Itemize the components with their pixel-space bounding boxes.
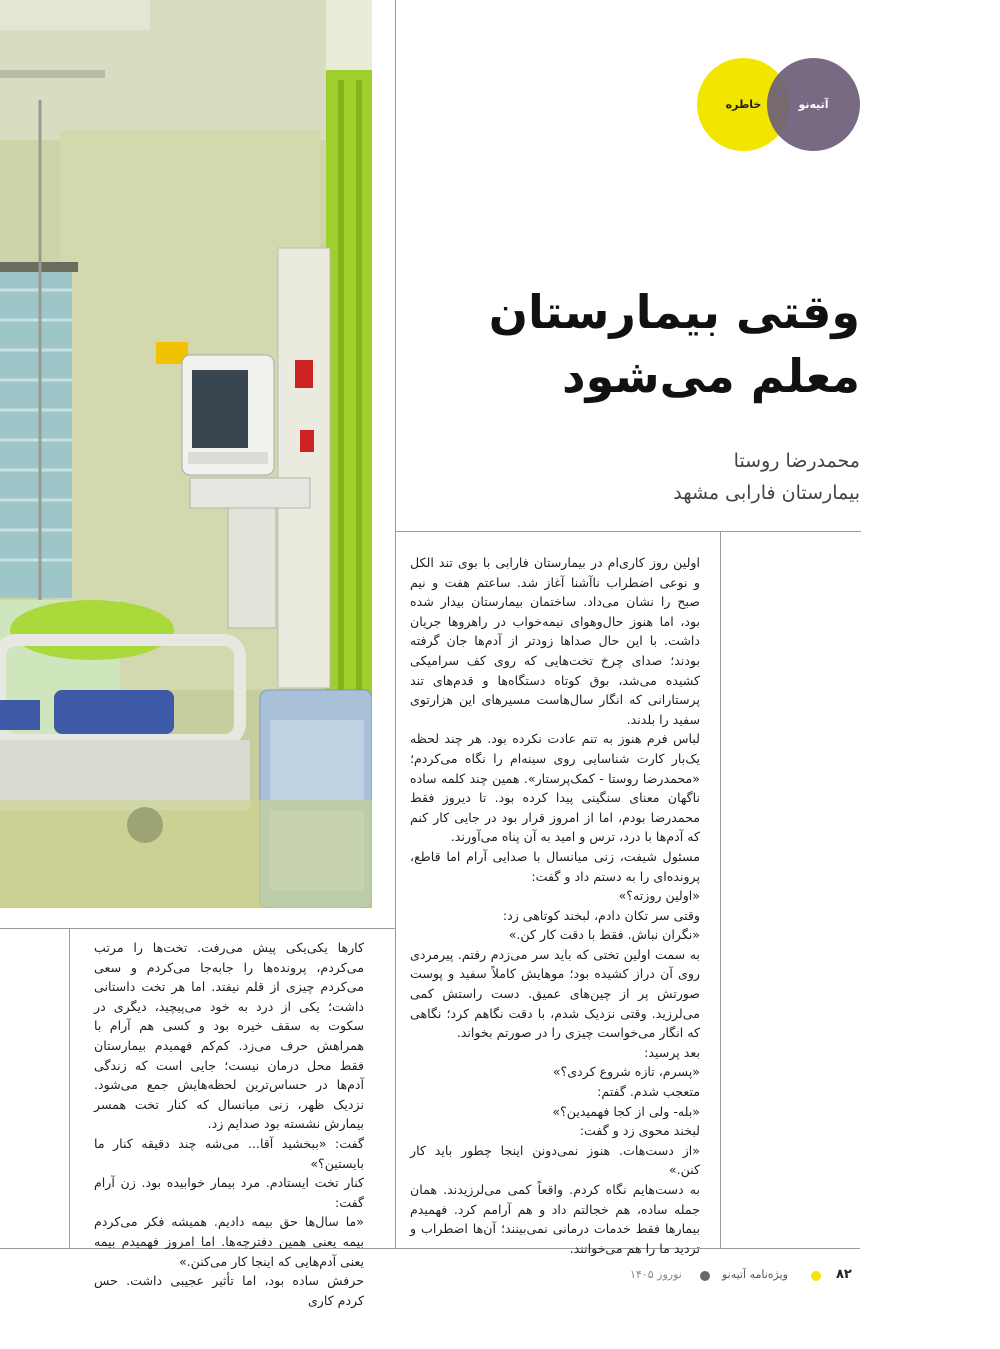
paragraph: کارها یکی‌یکی پیش می‌رفت. تخت‌ها را مرتب می‌کردم، پرونده‌ها را جابه‌جا می‌کردم و سعی می‌کردم چیزی از قلم نیفتد. اما هر تخت داستانی داشت؛ یکی از درد به خود می‌پیچید، دیگری در سکوت به سقف خیره بود و کسی هم آرام با همراهش حرف می‌زد. کم‌کم فهمیدم بیمارستان فقط محل درمان نیست؛ جایی است که زندگی آدم‌ها در حساس‌ترین لحظه‌هایش جمع می‌شود. نزدیک ظهر، زنی میانسال که کنار تخت همسر بیمارش نشسته بود صدایم زد. bbox=[94, 940, 364, 1132]
paragraph: به سمت اولین تختی که باید سر می‌زدم رفتم. پیرمردی روی آن دراز کشیده بود؛ موهایش کاملاً سفید و پوست صورتش پر از چین‌های عمیق. دست راستش کمی می‌لرزید. وقتی نزدیک شدم، با دقت نگاهم کرد؛ نگاهی که انگار می‌خواست چیزی را در صورتم بخواند. bbox=[410, 946, 700, 1041]
paragraph: «نگران نباش. فقط با دقت کار کن.» bbox=[508, 927, 700, 943]
author-affiliation: بیمارستان فارابی مشهد bbox=[673, 482, 860, 504]
title-separator bbox=[396, 531, 861, 532]
footer-dot-yellow bbox=[811, 1271, 821, 1281]
paragraph: مسئول شیفت، زنی میانسال با صدایی آرام اما قاطع، پرونده‌ای را به دستم داد و گفت: bbox=[410, 848, 700, 884]
hospital-room-illustration bbox=[0, 0, 372, 908]
column-rule-left bbox=[69, 928, 70, 1249]
paragraph: اولین روز کاری‌ام در بیمارستان فارابی با بوی تند الکل و نوعی اضطراب ناآشنا آغاز شد. ساعتم هفت و نیم صبح را نشان می‌داد. ساختمان بیمارستان بیدار شده بود، اما هنوز حال‌وهوای نیمه‌خواب در راهروها جریان داشت. با این حال صداها زودتر از آدم‌ها جان گرفته بودند؛ صدای چرخ تخت‌هایی که روی کف سرامیکی کشیده می‌شد، بوق کوتاه دستگاه‌ها و قدم‌های تند پرستارانی که انگار سال‌هاست مسیرهای این هزارتوی سفید را بلدند. bbox=[410, 555, 700, 727]
paragraph: لباس فرم هنوز به تنم عادت نکرده بود. هر چند لحظه یک‌بار کارت شناسایی روی سینه‌ام را نگاه می‌کردم؛ «محمدرضا روستا - کمک‌پرستار». همین چند کلمه ساده ناگهان معنای سنگینی پیدا کرده بود. تا دیروز فقط محمدرضا بودم، اما از امروز قرار بود در جایی کار کنم که آدم‌ها با درد، ترس و امید به آن پناه می‌آورند. bbox=[410, 731, 700, 845]
column-rule-right bbox=[395, 0, 396, 1249]
paragraph: «از دست‌هات. هنوز نمی‌دونن اینجا چطور باید کار کنن.» bbox=[410, 1142, 700, 1178]
column-rule-inner bbox=[720, 532, 721, 1249]
hospital-room-photo bbox=[0, 0, 372, 908]
paragraph: «پسرم، تازه شروع کردی؟» bbox=[552, 1064, 700, 1080]
magazine-badge-purple bbox=[767, 58, 860, 151]
paragraph: «بله- ولی از کجا فهمیدین؟» bbox=[552, 1103, 700, 1119]
magazine-label: آتیه‌نو bbox=[798, 98, 829, 111]
photo-separator bbox=[0, 928, 396, 929]
footer-issue-date: نوروز ۱۴۰۵ bbox=[630, 1268, 682, 1281]
footer-magazine-name: ویژه‌نامه آتیه‌نو bbox=[722, 1268, 788, 1281]
article-title-line-2: معلم می‌شود bbox=[561, 349, 860, 403]
paragraph: حرفش ساده بود، اما تأثیر عجیبی داشت. حس کردم کاری bbox=[94, 1273, 364, 1308]
section-label: خاطره bbox=[725, 98, 762, 111]
article-author: محمدرضا روستا bbox=[733, 450, 860, 472]
paragraph: لبخند محوی زد و گفت: bbox=[579, 1123, 700, 1139]
paragraph: «ما سال‌ها حق بیمه دادیم. همیشه فکر می‌کردم بیمه یعنی همین دفترچه‌ها. اما امروز فهمیدم بیمه یعنی آدم‌هایی که اینجا کار می‌کنن.» bbox=[94, 1214, 364, 1269]
paragraph: به دست‌هایم نگاه کردم. واقعاً کمی می‌لرزیدند. همان جمله ساده، هم خجالتم داد و هم آرامم کرد. فهمیدم بیمارها فقط خدمات درمانی نمی‌بینند؛ آن‌ها اضطراب و تردید ما را هم می‌خوانند. bbox=[410, 1182, 700, 1256]
paragraph: متعجب شدم. گفتم: bbox=[597, 1084, 700, 1100]
footer-dot-gray bbox=[700, 1271, 710, 1281]
paragraph: کنار تخت ایستادم. مرد بیمار خوابیده بود. زن آرام گفت: bbox=[94, 1175, 364, 1210]
body-column-right bbox=[410, 553, 700, 1258]
paragraph: گفت: «ببخشید آقا... می‌شه چند دقیقه کنار ما بایستین؟» bbox=[94, 1135, 364, 1171]
page-number: ۸۲ bbox=[836, 1267, 852, 1282]
article-title bbox=[440, 280, 860, 408]
paragraph: بعد پرسید: bbox=[644, 1044, 700, 1060]
paragraph: «اولین روزته؟» bbox=[618, 888, 700, 904]
body-column-left bbox=[94, 938, 364, 1310]
paragraph: وقتی سر تکان دادم، لبخند کوتاهی زد: bbox=[502, 907, 700, 923]
article-title-line-1: وقتی بیمارستان bbox=[488, 285, 860, 339]
